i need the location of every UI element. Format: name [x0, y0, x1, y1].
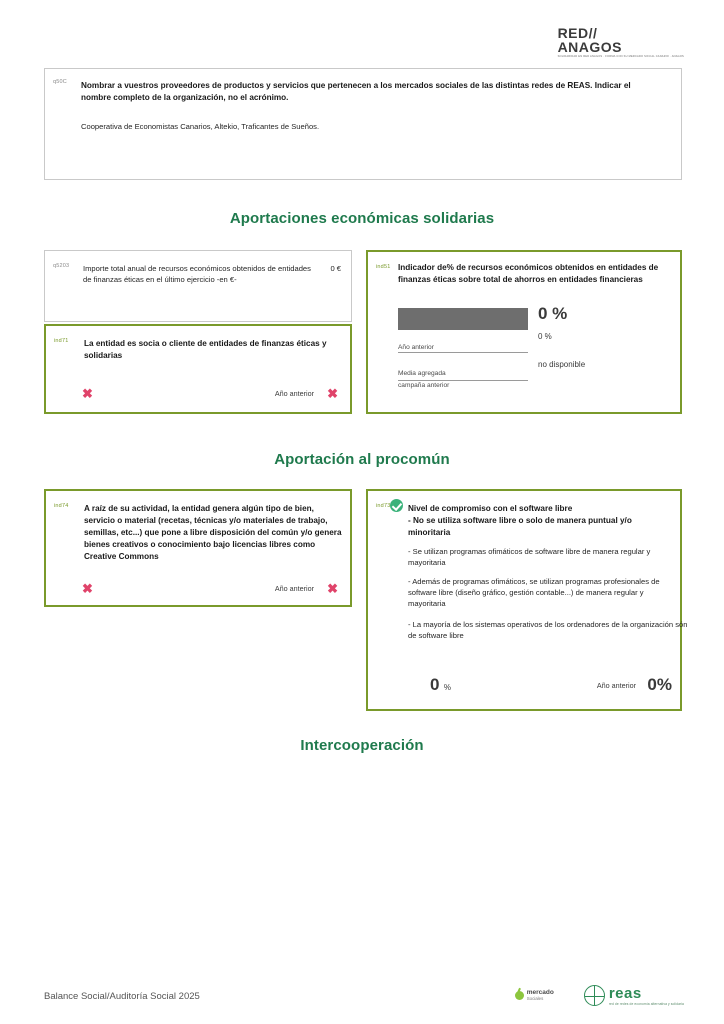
- previous-year-mark-x: ✖: [327, 581, 338, 596]
- mercado-social-line2: Sociales: [526, 995, 544, 1001]
- section-title-procomun: Aportación al procomún: [274, 451, 450, 468]
- average-label-line1: Media agregada: [398, 370, 446, 377]
- question-box-q5203: [44, 250, 352, 322]
- question-code: q50C: [53, 79, 67, 85]
- option-4: - La mayoría de los sistemas operativos de los ordenadores de la organización són de software libre: [408, 620, 688, 640]
- red-anagos-logo: [558, 26, 684, 58]
- option-2: - Se utilizan programas ofimáticos de software libre de manera regular y mayoritaria: [408, 547, 651, 567]
- mercado-social-logo: [515, 990, 554, 1001]
- globe-icon: [584, 985, 605, 1006]
- divider-line: [398, 380, 528, 381]
- question-box-ind71: [44, 324, 352, 414]
- indicator-code: ind73: [376, 503, 391, 509]
- indicator-bar: [398, 308, 528, 330]
- indicator-question: Indicador de% de recursos económicos obtenidos en entidades de finanzas éticas sobre total de ahorros en entidades financieras: [398, 263, 659, 284]
- question-text: A raíz de su actividad, la entidad genera algún tipo de bien, servicio o material (recetas, técnicas y/o materiales de trabajo, semillas, etc...) que pone a libre disposición del común y/o genera bienes creativos o conocimiento bajo licencias libres como Creative Commons: [84, 504, 342, 561]
- indicator-bar-value: 0 %: [538, 332, 552, 341]
- option-selected: - No se utiliza software libre o solo de manera puntual y/o minoritaria: [408, 516, 632, 537]
- question-value: 0 €: [330, 264, 341, 273]
- answer-mark-x: ✖: [82, 581, 93, 596]
- previous-year-label: Año anterior: [274, 584, 314, 593]
- indicator-title: Nivel de compromiso con el software libre: [408, 504, 573, 513]
- indicator-big-value: 0 %: [538, 304, 568, 323]
- previous-year-label: Año anterior: [596, 681, 636, 690]
- section-title-intercooperacion: Intercooperación: [300, 737, 424, 754]
- previous-year-value: no disponible: [538, 360, 586, 369]
- indicator-box-ind51: [366, 250, 682, 414]
- indicator-box-ind73: [366, 489, 688, 711]
- average-label-line2: campaña anterior: [398, 382, 450, 389]
- question-text: Importe total anual de recursos económicos obtenidos de entidades de finanzas éticas en el último ejercicio -en €-: [83, 264, 311, 284]
- mercado-social-line1: mercado: [526, 989, 554, 997]
- question-answer: Cooperativa de Economistas Canarios, Altekio, Traficantes de Sueños.: [81, 122, 320, 131]
- question-text: Nombrar a vuestros proveedores de productos y servicios que pertenecen a los mercados sociales de las distintas redes de REAS. Indicar el nombre completo de la organización, no el acrónimo.: [81, 81, 631, 102]
- logo-tagline: SOLIDARIDAD EN RED ANAGOS · FORMA CON SU MERCADO SOCIAL CANARIO · ANAGOS: [557, 54, 684, 58]
- indicator-code: ind51: [376, 264, 391, 270]
- footer-text: Balance Social/Auditoría Social 2025: [44, 991, 200, 1002]
- check-icon: [390, 499, 403, 517]
- previous-year-label: Año anterior: [398, 344, 434, 351]
- answer-mark-x: ✖: [82, 386, 93, 401]
- previous-year-mark-x: ✖: [327, 386, 338, 401]
- reas-logo: [584, 985, 684, 1006]
- option-3: - Además de programas ofimáticos, se utilizan programas profesionales de software libre (diseño gráfico, gestión contable...) de manera regular y mayoritaria: [408, 577, 660, 608]
- question-box-q50C: [44, 68, 682, 180]
- footer-logos: [515, 985, 684, 1006]
- question-code: q5203: [53, 263, 70, 269]
- leaf-icon: [515, 991, 524, 1000]
- previous-year-label: Año anterior: [274, 389, 314, 398]
- reas-wordmark: reas: [608, 985, 642, 1002]
- section-title-aportaciones: Aportaciones económicas solidarias: [229, 210, 495, 227]
- indicator-value: 0 %: [430, 675, 452, 694]
- previous-year-value: 0%: [647, 675, 672, 694]
- question-box-ind74: [44, 489, 352, 607]
- question-code: ind74: [54, 503, 69, 509]
- question-text: La entidad es socia o cliente de entidades de finanzas éticas y solidarias: [84, 339, 327, 360]
- logo-line-2: ANAGOS: [557, 39, 623, 56]
- reas-subtitle: red de redes de economía alternativa y solidaria: [608, 1002, 684, 1006]
- question-code: ind71: [54, 338, 69, 344]
- logo-line-1: RED//: [557, 25, 598, 41]
